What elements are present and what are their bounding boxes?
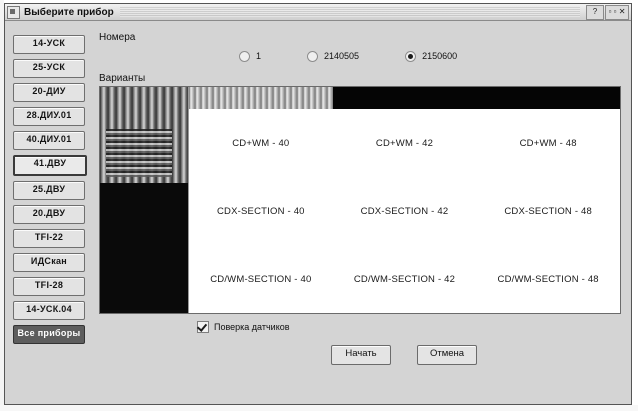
variants-row-1 <box>189 177 620 245</box>
device-button-10[interactable]: ТFI-28 <box>13 277 85 296</box>
window-title: Выберите прибор <box>24 6 114 18</box>
number-option-0[interactable] <box>239 51 261 62</box>
window-buttons-group[interactable]: ▫ ▫ ✕ <box>605 5 629 20</box>
device-button-1[interactable]: 25-УСК <box>13 59 85 78</box>
header-thumb-0 <box>189 87 333 109</box>
numbers-radio-group <box>99 45 621 67</box>
variants-grid-header <box>189 87 620 109</box>
title-bar-filler <box>120 7 580 17</box>
variant-cell-0-1[interactable]: CD+WM - 42 <box>375 137 434 149</box>
variant-cell-1-1[interactable]: CDX-SECTION - 42 <box>360 205 449 217</box>
title-bar <box>5 4 631 21</box>
radio-icon-2[interactable] <box>405 51 416 62</box>
device-button-6[interactable]: 25.ДВУ <box>13 181 85 200</box>
device-button-all[interactable]: Все приборы <box>13 325 85 344</box>
header-thumb-2 <box>476 87 620 109</box>
variants-panel <box>99 86 621 314</box>
header-thumb-1 <box>333 87 477 109</box>
sensor-check-row[interactable] <box>197 321 611 333</box>
variant-cell-0-0[interactable]: CD+WM - 40 <box>232 137 290 149</box>
dialog-footer <box>99 314 621 365</box>
number-option-2[interactable] <box>405 51 457 62</box>
device-button-5-selected[interactable]: 41.ДВУ <box>13 155 87 176</box>
cancel-button[interactable]: Отмена <box>417 345 477 365</box>
dialog-buttons <box>197 345 611 365</box>
device-button-7[interactable]: 20.ДВУ <box>13 205 85 224</box>
sensor-check-label: Поверка датчиков <box>214 322 290 332</box>
dialog-window <box>4 3 632 405</box>
device-button-3[interactable]: 28.ДИУ.01 <box>13 107 85 126</box>
variant-cell-2-1[interactable]: CD/WM-SECTION - 42 <box>353 273 456 285</box>
device-list <box>5 21 89 404</box>
variants-grid <box>189 87 620 313</box>
help-button[interactable]: ? <box>586 5 604 20</box>
preview-thumbnail[interactable] <box>100 87 189 313</box>
radio-icon-1[interactable] <box>307 51 318 62</box>
start-button[interactable]: Начать <box>331 345 391 365</box>
variants-label: Варианты <box>99 73 146 84</box>
device-button-11[interactable]: 14-УСК.04 <box>13 301 85 320</box>
content-area <box>89 21 631 404</box>
number-option-0-label: 1 <box>256 51 262 61</box>
device-button-0[interactable]: 14-УСК <box>13 35 85 54</box>
dialog-body <box>5 21 631 404</box>
variants-row-2 <box>189 245 620 313</box>
numbers-label: Номера <box>99 32 136 43</box>
device-button-9[interactable]: ИДСкан <box>13 253 85 272</box>
radio-icon-0[interactable] <box>239 51 250 62</box>
variant-cell-2-0[interactable]: CD/WM-SECTION - 40 <box>210 273 312 285</box>
device-button-4[interactable]: 40.ДИУ.01 <box>13 131 85 150</box>
variant-cell-2-2[interactable]: CD/WM-SECTION - 48 <box>497 273 599 285</box>
window-controls <box>586 5 629 20</box>
page-edge-bottom <box>0 405 638 411</box>
variant-cell-1-0[interactable]: CDX-SECTION - 40 <box>217 205 305 217</box>
device-button-2[interactable]: 20-ДИУ <box>13 83 85 102</box>
app-icon <box>7 6 20 19</box>
preview-streak <box>106 129 172 177</box>
variant-cell-0-2[interactable]: CD+WM - 48 <box>519 137 577 149</box>
sensor-check-checkbox[interactable] <box>197 321 209 333</box>
variants-row-0 <box>189 109 620 177</box>
number-option-2-label: 2150600 <box>422 51 458 61</box>
number-option-1-label: 2140505 <box>324 51 360 61</box>
number-option-1[interactable] <box>307 51 359 62</box>
variant-cell-1-2[interactable]: CDX-SECTION - 48 <box>504 205 592 217</box>
device-button-8[interactable]: ТFI-22 <box>13 229 85 248</box>
